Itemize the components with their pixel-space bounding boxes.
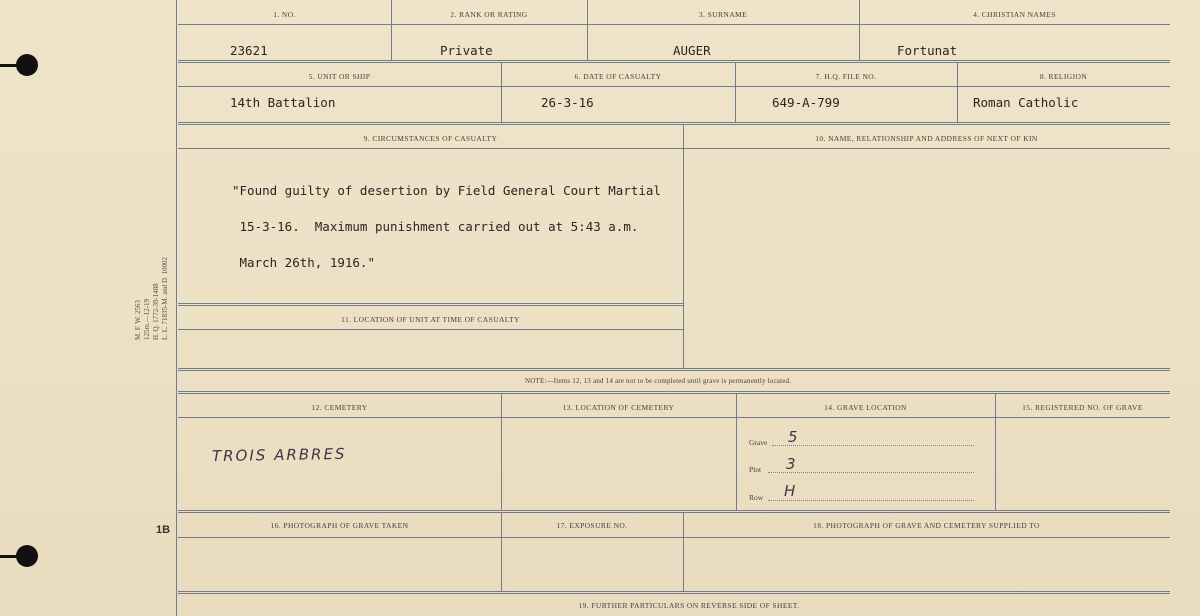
value-grave: 5 (788, 428, 799, 446)
label-date-of-casualty: 6. DATE OF CASUALTY (574, 72, 662, 81)
label-location-of-cemetery: 13. LOCATION OF CEMETERY (562, 403, 675, 412)
row4-bottom-rule (178, 510, 1170, 513)
form-reference (134, 257, 170, 340)
label-exposure-no: 17. EXPOSURE NO. (556, 521, 628, 530)
value-religion: Roman Catholic (973, 95, 1079, 110)
label-christian-names: 4. CHRISTIAN NAMES (973, 10, 1056, 19)
form-ref-line: M. F. W. 2563 (134, 300, 142, 340)
circumstances-line: "Found guilty of desertion by Field General Court Martial (232, 183, 661, 198)
label-registered-no: 15. REGISTERED NO. OF GRAVE (1022, 403, 1143, 412)
value-service-number: 23621 (230, 43, 268, 58)
plot-label: Plot (749, 465, 762, 474)
value-christian-names: Fortunat (897, 43, 958, 58)
label-surname: 3. SURNAME (698, 10, 748, 19)
label-rank: 2. RANK OR RATING (450, 10, 528, 19)
row1-bottom-rule (178, 60, 1170, 63)
value-hq-file-no: 649-A-799 (772, 95, 840, 110)
circumstances-line: March 26th, 1916." (232, 255, 375, 270)
grave-dotted-line (772, 444, 974, 446)
value-cemetery: TROIS ARBRES (211, 444, 347, 466)
punch-hole-bottom (16, 545, 38, 567)
row2-bottom-rule (178, 122, 1170, 125)
footer-further-particulars: 19. FURTHER PARTICULARS ON REVERSE SIDE OF SHEET. (578, 601, 800, 610)
row3-label-rule (178, 148, 1170, 149)
value-surname: AUGER (673, 43, 711, 58)
row1-label-rule (178, 24, 1170, 25)
row-label: Row (749, 493, 764, 502)
label-photograph-taken: 16. PHOTOGRAPH OF GRAVE TAKEN (270, 521, 409, 530)
label-photograph-supplied-to: 18. PHOTOGRAPH OF GRAVE AND CEMETERY SUPPLIED TO (813, 521, 1040, 530)
row3-divider (683, 125, 684, 369)
grave-label: Grave (749, 438, 768, 447)
value-unit: 14th Battalion (230, 95, 336, 110)
value-row: H (784, 482, 797, 500)
row1-divider (859, 0, 860, 60)
label-location-of-unit: 11. LOCATION OF UNIT AT TIME OF CASUALTY (341, 315, 520, 324)
section-mark: 1B (156, 524, 171, 536)
plot-dotted-line (768, 471, 974, 473)
label-cemetery: 12. CEMETERY (311, 403, 368, 412)
row5-bottom-rule (178, 591, 1170, 594)
value-plot: 3 (786, 455, 797, 473)
row2-label-rule (178, 86, 1170, 87)
value-date-of-casualty: 26-3-16 (541, 95, 594, 110)
row1-divider (391, 0, 392, 60)
value-rank: Private (440, 43, 493, 58)
location-top-rule (178, 303, 683, 306)
row5-label-rule (178, 537, 1170, 538)
punch-hole-top (16, 54, 38, 76)
label-unit: 5. UNIT OR SHIP (308, 72, 371, 81)
form-ref-line: H. Q. 1772-39-1488 (152, 283, 160, 340)
form-ref-line: 125m.—12-19 (143, 298, 151, 340)
completion-note: NOTE:—Items 12, 13 and 14 are not to be completed until grave is permanently located. (525, 377, 792, 385)
note-bottom-rule (178, 391, 1170, 394)
row4-label-rule (178, 417, 1170, 418)
row3-bottom-rule (178, 368, 1170, 371)
label-grave-location: 14. GRAVE LOCATION (824, 403, 907, 412)
label-next-of-kin: 10. NAME, RELATIONSHIP AND ADDRESS OF NEXT OF KIN (815, 134, 1038, 143)
label-no: 1. NO. (273, 10, 296, 19)
label-religion: 8. RELIGION (1039, 72, 1088, 81)
row1-divider (587, 0, 588, 60)
form-ref-line: L. L. 71835-M. and D. 10002 (161, 256, 169, 340)
row-dotted-line (768, 499, 974, 501)
circumstances-text (232, 161, 661, 293)
form-left-border (176, 0, 177, 616)
circumstances-line: 15-3-16. Maximum punishment carried out at 5:43 a.m. (232, 219, 639, 234)
label-circumstances: 9. CIRCUMSTANCES OF CASUALTY (363, 134, 498, 143)
label-hq-file-no: 7. H.Q. FILE NO. (815, 72, 877, 81)
location-label-rule (178, 329, 683, 330)
